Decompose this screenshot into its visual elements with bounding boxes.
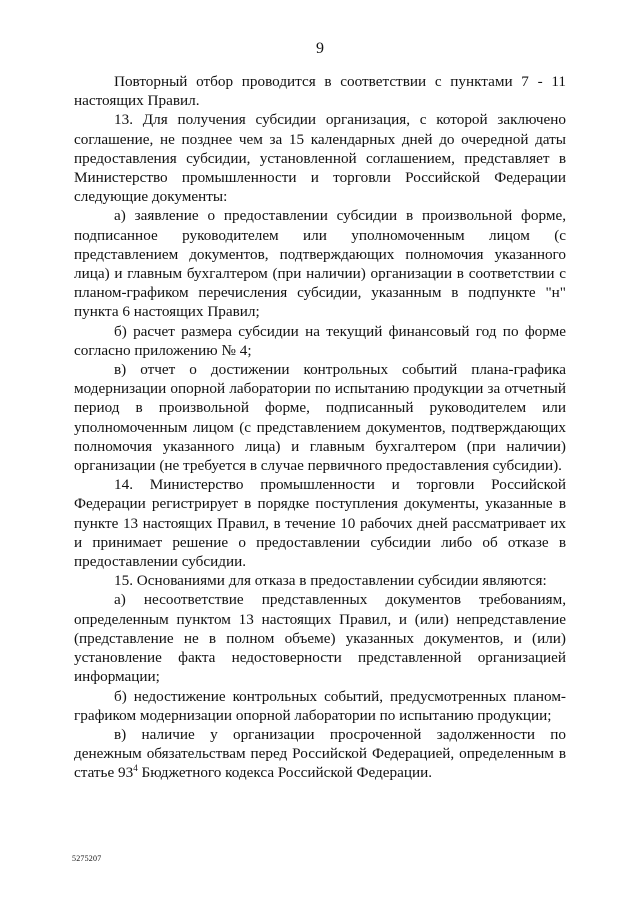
paragraph-15-v-text: в) наличие у организации просроченной задолженности по денежным обязательствам перед Российской Федерацией, определенным в статье 93 bbox=[74, 725, 566, 782]
paragraph-repeat-selection: Повторный отбор проводится в соответствии с пунктами 7 - 11 настоящих Правил. bbox=[74, 73, 566, 110]
document-body bbox=[74, 72, 566, 783]
paragraph-13-a: а) заявление о предоставлении субсидии в произвольной форме, подписанное руководителем или уполномоченным лицом (с представлением документов, подтверждающих полномочия указанного лица) и главным бухгалтером (при наличии) организации в соответствии с планом-графиком перечисления субсидии, указанным в подпункте "н" пункта 6 настоящих Правил; bbox=[74, 207, 566, 321]
paragraph-14: 14. Министерство промышленности и торговли Российской Федерации регистрирует в порядке поступления документы, указанные в пункте 13 настоящих Правил, в течение 10 рабочих дней рассматривает их и принимает решение о предоставлении субсидии либо об отказе в предоставлении субсидии. bbox=[74, 476, 566, 571]
paragraph-13-v: в) отчет о достижении контрольных событий плана-графика модернизации опорной лаборатории по испытанию продукции за отчетный период в произвольной форме, подписанный руководителем или уполномоченным лицом (с представлением документов, подтверждающих полномочия указанного лица) и главным бухгалтером (при наличии) организации (не требуется в случае первичного предоставления субсидии). bbox=[74, 361, 566, 475]
paragraph-15: 15. Основаниями для отказа в предоставлении субсидии являются: bbox=[114, 572, 547, 590]
page-number: 9 bbox=[316, 40, 324, 57]
paragraph-15-v-tail: Бюджетного кодекса Российской Федерации. bbox=[137, 764, 433, 782]
paragraph-15-b: б) недостижение контрольных событий, предусмотренных планом-графиком модернизации опорной лаборатории по испытанию продукции; bbox=[74, 687, 566, 724]
paragraph-15-v bbox=[74, 725, 566, 783]
paragraph-13: 13. Для получения субсидии организация, с которой заключено соглашение, не позднее чем за 15 календарных дней до очередной даты предоставления субсидии, установленной соглашением, представляет в Министерство промышленности и торговли Российской Федерации следующие документы: bbox=[74, 111, 566, 206]
article-superscript: 4 bbox=[133, 763, 138, 774]
paragraph-13-b: б) расчет размера субсидии на текущий финансовый год по форме согласно приложению № 4; bbox=[74, 322, 566, 359]
paragraph-15-a: а) несоответствие представленных документов требованиям, определенным пунктом 13 настоящих Правил, и (или) непредставление (представление не в полном объеме) указанных документов, и (или) установление факта недостоверности представленной организацией информации; bbox=[74, 591, 566, 686]
document-code: 5275207 bbox=[72, 854, 102, 863]
